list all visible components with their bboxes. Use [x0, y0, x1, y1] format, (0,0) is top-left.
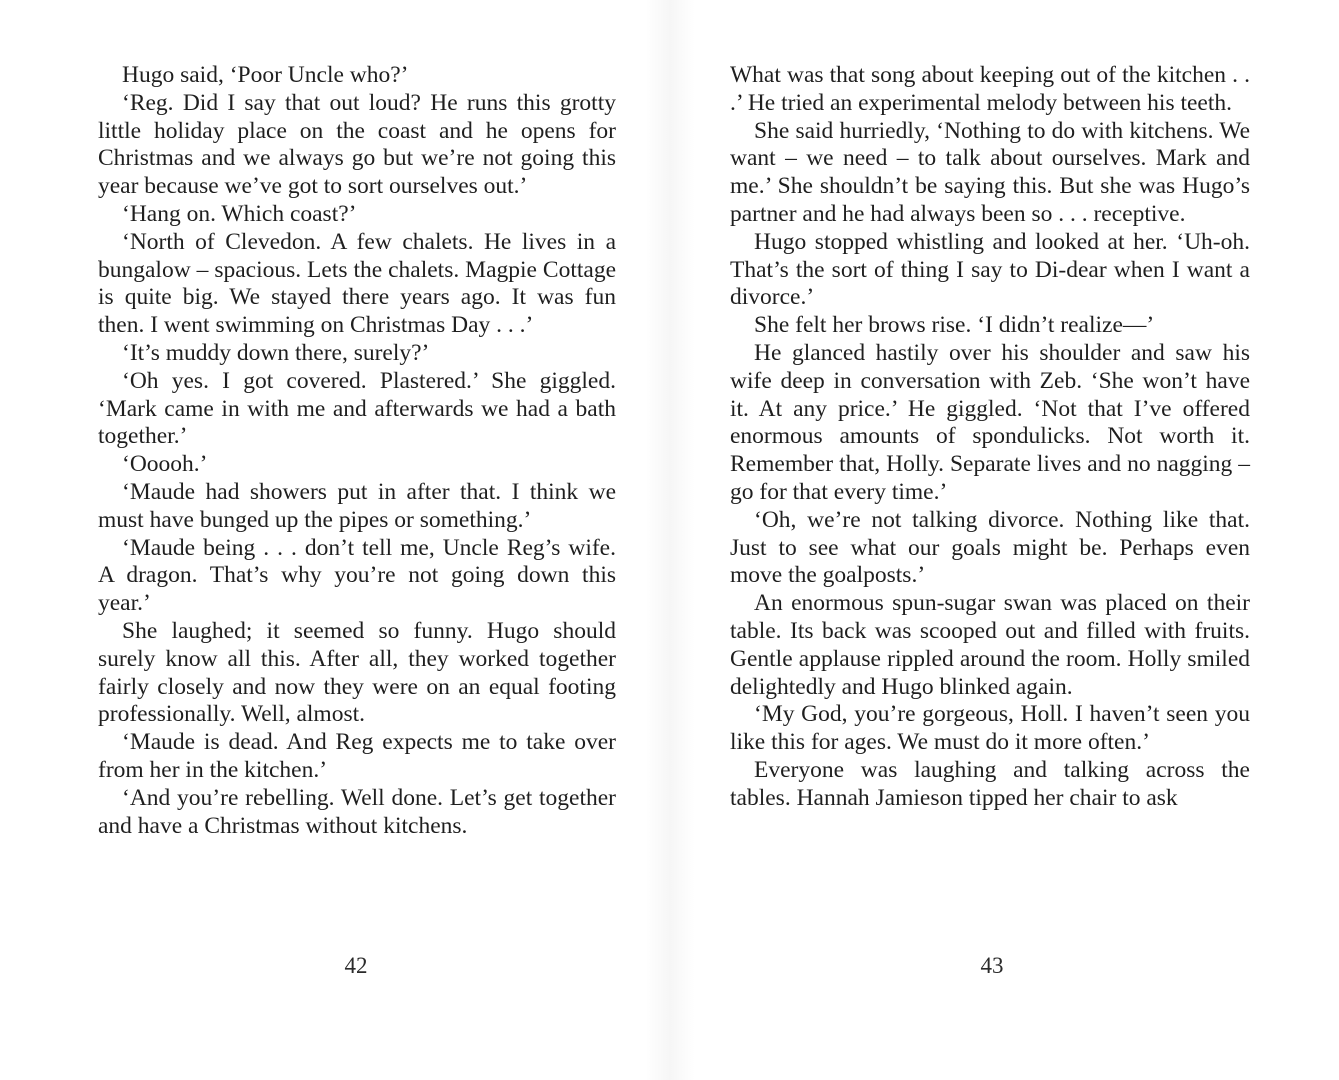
paragraph: She said hurriedly, ‘Nothing to do with kitchens. We want – we need – to talk about ourselves. Mark and me.’ She shouldn’t be saying this. But she was Hugo’s partner and he had always been so . . . receptive. [730, 117, 1250, 227]
paragraph: ‘Reg. Did I say that out loud? He runs this grotty little holiday place on the coast and he opens for Christmas and we always go but we’re not going this year because we’ve got to sort ourselves out.’ [98, 89, 616, 200]
paragraph: He glanced hastily over his shoulder and saw his wife deep in conversation with Zeb. ‘She won’t have it. At any price.’ He giggled. ‘Not that I’ve offered enormous amounts of spondulicks. Not worth it. Remember that, Holly. Separate lives and no nagging – go for that every time.’ [730, 339, 1250, 505]
page-number-left: 42 [344, 953, 368, 978]
paragraph: ‘And you’re rebelling. Well done. Let’s get together and have a Christmas without kitchens. [98, 784, 616, 839]
paragraph: ‘It’s muddy down there, surely?’ [122, 339, 430, 366]
paragraph: ‘Oh yes. I got covered. Plastered.’ She giggled. ‘Mark came in with me and afterwards we had a bath together.’ [98, 367, 616, 450]
right-page-text [730, 62, 1250, 813]
paragraph-continuation: What was that song about keeping out of the kitchen . . .’ He tried an experimental melody between his teeth. [730, 62, 1250, 116]
book-gutter [645, 0, 695, 1080]
paragraph: ‘Hang on. Which coast?’ [122, 200, 357, 227]
paragraph: Hugo stopped whistling and looked at her. ‘Uh-oh. That’s the sort of thing I say to Di-dear when I want a divorce.’ [730, 228, 1250, 311]
paragraph: ‘Maude is dead. And Reg expects me to take over from her in the kitchen.’ [98, 729, 616, 783]
page-number-right: 43 [980, 953, 1004, 978]
paragraph: Hugo said, ‘Poor Uncle who?’ [122, 62, 409, 88]
paragraph: ‘North of Clevedon. A few chalets. He lives in a bungalow – spacious. Lets the chalets. Magpie Cottage is quite big. We stayed there years ago. It was fun then. I went swimming on Christmas Day . . .’ [98, 228, 616, 339]
left-page-text [98, 62, 616, 840]
paragraph: ‘Ooooh.’ [122, 451, 208, 478]
paragraph: An enormous spun-sugar swan was placed on their table. Its back was scooped out and filled with fruits. Gentle applause rippled around the room. Holly smiled delightedly and Hugo blinked again. [730, 590, 1250, 700]
paragraph: ‘Oh, we’re not talking divorce. Nothing like that. Just to see what our goals might be. Perhaps even move the goalposts.’ [730, 506, 1250, 589]
paragraph: ‘Maude had showers put in after that. I think we must have bunged up the pipes or something.’ [98, 478, 616, 533]
paragraph: She felt her brows rise. ‘I didn’t realize—’ [754, 312, 1155, 339]
paragraph: She laughed; it seemed so funny. Hugo should surely know all this. After all, they worked together fairly closely and now they were on an equal footing professionally. Well, almost. [98, 617, 616, 728]
paragraph: ‘My God, you’re gorgeous, Holl. I haven’t seen you like this for ages. We must do it more often.’ [730, 701, 1250, 756]
paragraph: ‘Maude being . . . don’t tell me, Uncle Reg’s wife. A dragon. That’s why you’re not going down this year.’ [98, 534, 616, 617]
paragraph: Everyone was laughing and talking across the tables. Hannah Jamieson tipped her chair to ask [730, 756, 1250, 811]
